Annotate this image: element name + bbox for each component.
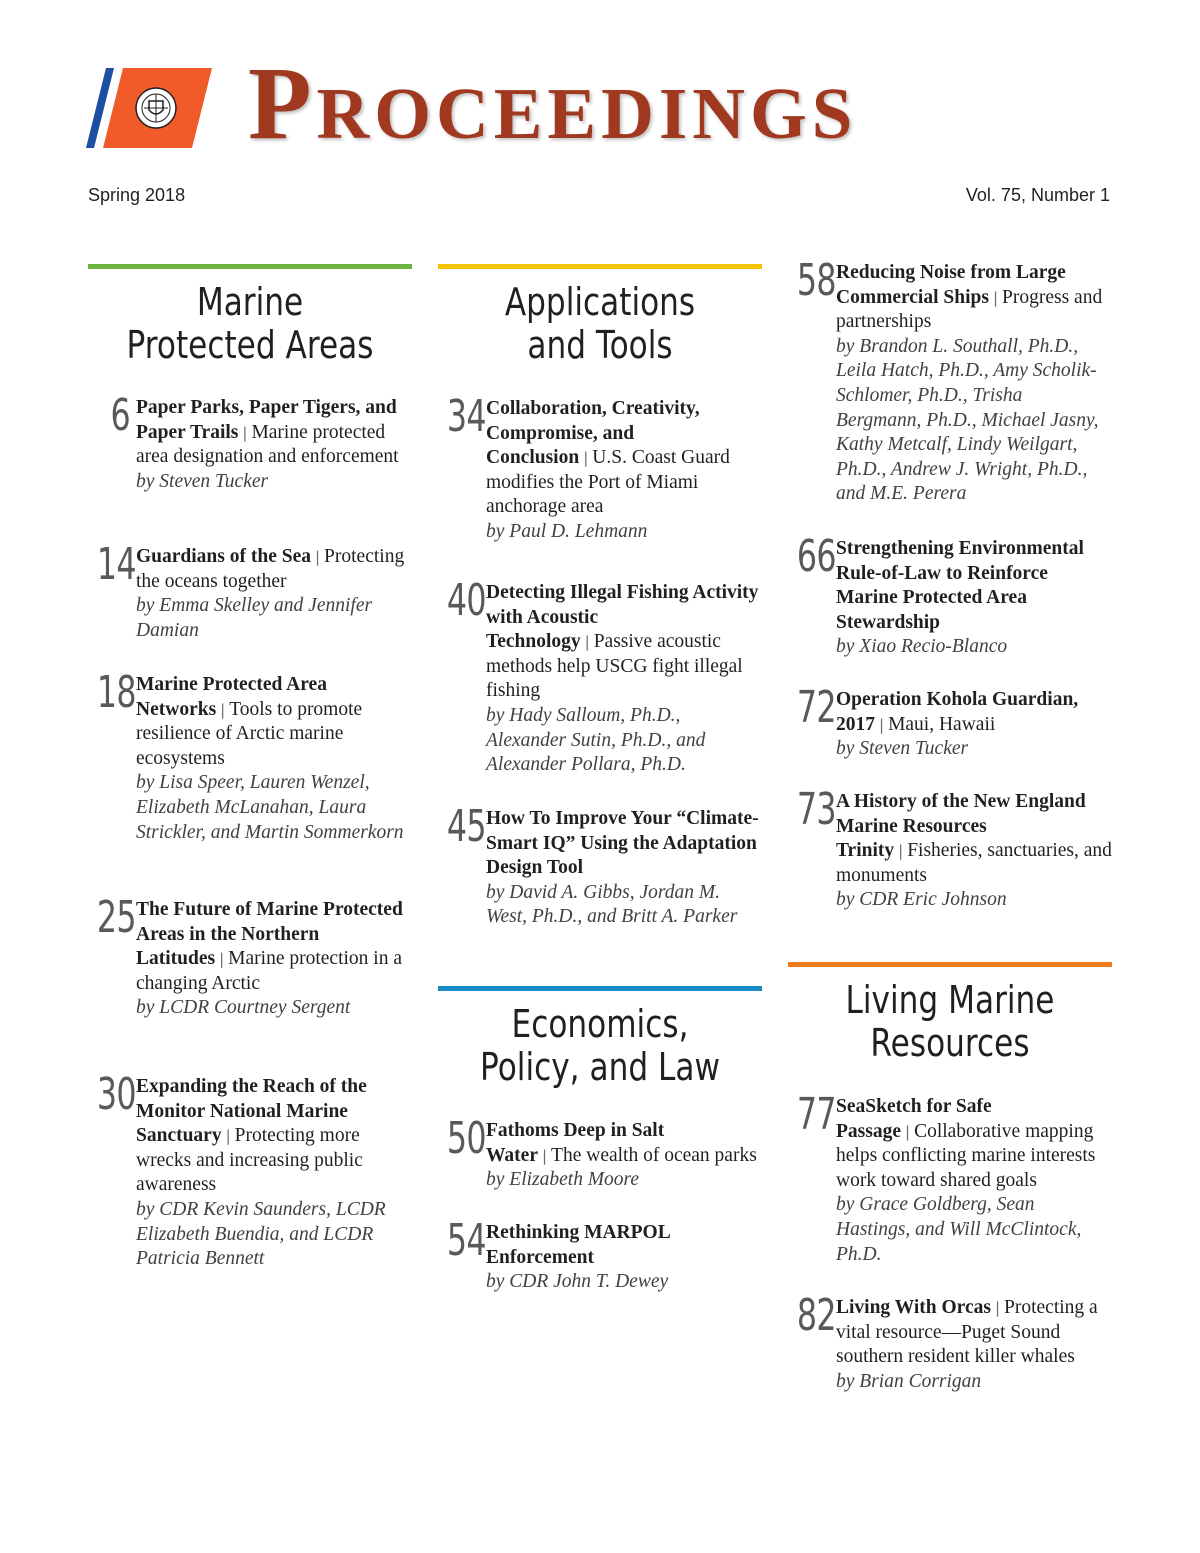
entry-text (486, 581, 762, 778)
article-byline: by CDR Kevin Saunders, LCDR Elizabeth Buendia, and LCDR Patricia Bennett (136, 1198, 386, 1270)
toc-entry[interactable] (88, 539, 412, 643)
article-description: U.S. Coast Guard modifies the Port of Miami anchorage area (486, 447, 730, 518)
page-number: 58 (796, 255, 836, 306)
separator: | (225, 1127, 231, 1146)
section-heading (817, 979, 1083, 1065)
toc-entry[interactable] (438, 391, 762, 545)
section-rule (88, 264, 412, 269)
toc-entry[interactable] (88, 1069, 412, 1272)
toc-entry[interactable] (788, 784, 1112, 913)
section-heading (467, 1003, 733, 1089)
article-title: Strengthening Environmental Rule-of-Law to Reinforce Marine Protected Area Stewardship (836, 538, 1084, 633)
article-title: Detecting Illegal Fishing Activity with Acoustic Technology (486, 582, 759, 653)
separator: | (242, 423, 248, 442)
page-number: 82 (796, 1290, 836, 1341)
entry-text (136, 673, 412, 845)
article-title: The Future of Marine Protected Areas in the Northern Latitudes (136, 899, 403, 970)
article-byline: by Lisa Speer, Lauren Wenzel, Elizabeth McLanahan, Laura Strickler, and Martin Sommerkorn (136, 772, 404, 843)
article-description: Marine protection in a changing Arctic (136, 948, 402, 994)
page-number: 66 (796, 531, 836, 582)
separator: | (898, 842, 904, 861)
coast-guard-emblem-icon (86, 68, 212, 148)
page-number: 25 (96, 892, 136, 943)
article-byline: by Brandon L. Southall, Ph.D., Leila Hatch, Ph.D., Amy Scholik-Schlomer, Ph.D., Trisha Bergmann, Ph.D., Michael Jasny, Kathy Metcalf, Lindy Weilgart, Ph.D., Andrew J. Wright, Ph.D., and M.E. Perera (836, 335, 1099, 505)
page-number: 30 (96, 1069, 136, 1120)
article-byline: by Grace Goldberg, Sean Hastings, and Will McClintock, Ph.D. (836, 1194, 1082, 1265)
article-description: Fisheries, sanctuaries, and monuments (836, 840, 1112, 886)
article-title: Reducing Noise from Large Commercial Ships (836, 262, 1066, 308)
entry-text (836, 790, 1112, 913)
article-title: A History of the New England Marine Resources Trinity (836, 791, 1086, 862)
toc-entry[interactable] (788, 1089, 1112, 1267)
article-description: Protecting more wrecks and increasing public awareness (136, 1125, 363, 1196)
toc-entry[interactable] (788, 531, 1112, 660)
article-title: Expanding the Reach of the Monitor National Marine Sanctuary (136, 1076, 367, 1147)
article-byline: by Elizabeth Moore (486, 1169, 640, 1191)
article-description: Maui, Hawaii (888, 713, 996, 735)
magazine-title: Proceedings (248, 46, 858, 161)
entry-text (486, 1221, 762, 1295)
article-byline: by David A. Gibbs, Jordan M. West, Ph.D., and Britt A. Parker (486, 881, 738, 928)
page-number: 14 (96, 539, 136, 590)
page-number: 77 (796, 1089, 836, 1140)
separator: | (879, 715, 885, 734)
entry-text (836, 1095, 1112, 1267)
article-byline: by LCDR Courtney Sergent (136, 997, 351, 1019)
article-byline: by CDR Eric Johnson (836, 889, 1007, 911)
section-marine-protected-areas (88, 264, 412, 367)
article-description: The wealth of ocean parks (551, 1144, 757, 1166)
article-title: Operation Kohola Guardian, 2017 (836, 689, 1079, 735)
entry-text (136, 1075, 412, 1272)
article-description: Progress and partnerships (836, 286, 1103, 333)
separator: | (541, 1146, 548, 1165)
article-byline: by Brian Corrigan (836, 1370, 982, 1392)
page-number: 73 (796, 784, 836, 835)
section-heading-line: Marine (196, 280, 304, 324)
issue-date: Spring 2018 (88, 185, 186, 205)
toc-entry[interactable] (788, 1290, 1112, 1394)
article-title: Collaboration, Creativity, Compromise, and Conclusion (486, 398, 700, 469)
section-applications-and-tools (438, 264, 762, 367)
page-number: 40 (446, 575, 486, 626)
toc-entry[interactable] (438, 575, 762, 778)
toc-entry[interactable] (88, 390, 412, 494)
page-number: 72 (796, 682, 836, 733)
section-living-marine-resources (788, 962, 1112, 1065)
article-description: Tools to promote resilience of Arctic marine ecosystems (136, 698, 363, 769)
section-rule (788, 962, 1112, 967)
separator: | (994, 1299, 1001, 1317)
article-byline: by Steven Tucker (836, 738, 969, 760)
article-title: Fathoms Deep in Salt Water (486, 1120, 665, 1166)
article-title: Guardians of the Sea (136, 546, 311, 567)
page-number: 34 (446, 391, 486, 442)
entry-text (836, 261, 1112, 507)
entry-text (486, 397, 762, 545)
entry-text (486, 1119, 762, 1193)
section-economics-policy-law (438, 986, 762, 1089)
article-description: Protecting the oceans together (136, 546, 405, 592)
entry-text (836, 537, 1112, 660)
page-number: 45 (446, 801, 486, 852)
entry-text (836, 1296, 1112, 1394)
article-byline: by CDR John T. Dewey (486, 1271, 669, 1293)
section-rule (438, 986, 762, 991)
toc-entry[interactable] (438, 1113, 762, 1193)
separator: | (219, 950, 225, 969)
article-byline: by Steven Tucker (136, 470, 269, 492)
separator: | (905, 1122, 911, 1141)
article-title: Rethinking MARPOL Enforcement (486, 1222, 670, 1268)
page-number: 6 (110, 390, 130, 441)
article-description: Marine protected area designation and enforcement (136, 421, 399, 468)
article-description: Collaborative mapping helps conflicting marine interests work toward shared goals (836, 1120, 1096, 1191)
page-number: 50 (446, 1113, 486, 1164)
section-heading-line: Policy, and Law (480, 1045, 720, 1089)
article-title: How To Improve Your “Climate-Smart IQ” Using the Adaptation Design Tool (486, 808, 759, 879)
page-number: 54 (446, 1215, 486, 1266)
article-title: SeaSketch for Safe Passage (836, 1096, 992, 1142)
section-heading-line: Resources (870, 1021, 1030, 1065)
toc-entry[interactable] (88, 892, 412, 1021)
article-byline: by Hady Salloum, Ph.D., Alexander Sutin, Ph.D., and Alexander Pollara, Ph.D. (486, 704, 706, 776)
page-number: 18 (96, 667, 136, 718)
separator: | (583, 449, 589, 468)
masthead (0, 0, 1200, 240)
toc-entry[interactable] (438, 801, 762, 930)
article-description: Protecting a vital resource—Puget Sound southern resident killer whales (836, 1297, 1098, 1368)
article-description: Passive acoustic methods help USCG fight illegal fishing (486, 631, 743, 702)
toc-entry[interactable] (438, 1215, 762, 1295)
section-heading-line: and Tools (527, 323, 673, 367)
entry-text (836, 688, 1112, 762)
article-byline: by Xiao Recio-Blanco (836, 636, 1008, 658)
article-byline: by Paul D. Lehmann (486, 520, 648, 542)
issue-volume: Vol. 75, Number 1 (965, 185, 1110, 205)
section-heading (467, 281, 733, 367)
entry-text (136, 898, 412, 1021)
separator: | (584, 633, 590, 652)
section-heading-line: Protected Areas (126, 323, 374, 367)
article-byline: by Emma Skelley and Jennifer Damian (136, 595, 373, 641)
article-title: Marine Protected Area Networks (136, 674, 327, 720)
section-heading-line: Applications (504, 280, 696, 324)
entry-text (486, 807, 762, 930)
section-heading (117, 281, 383, 367)
article-title: Paper Parks, Paper Tigers, and Paper Trails (136, 397, 397, 443)
separator: | (220, 700, 226, 719)
separator: | (314, 548, 321, 566)
entry-text (136, 396, 412, 494)
toc-entry[interactable] (788, 682, 1112, 762)
toc-entry[interactable] (788, 255, 1112, 507)
section-heading-line: Economics, (511, 1002, 689, 1046)
separator: | (992, 288, 998, 307)
section-rule (438, 264, 762, 269)
article-title: Living With Orcas (836, 1297, 991, 1318)
section-heading-line: Living Marine (845, 978, 1055, 1022)
entry-text (136, 545, 412, 643)
toc-entry[interactable] (88, 667, 412, 845)
